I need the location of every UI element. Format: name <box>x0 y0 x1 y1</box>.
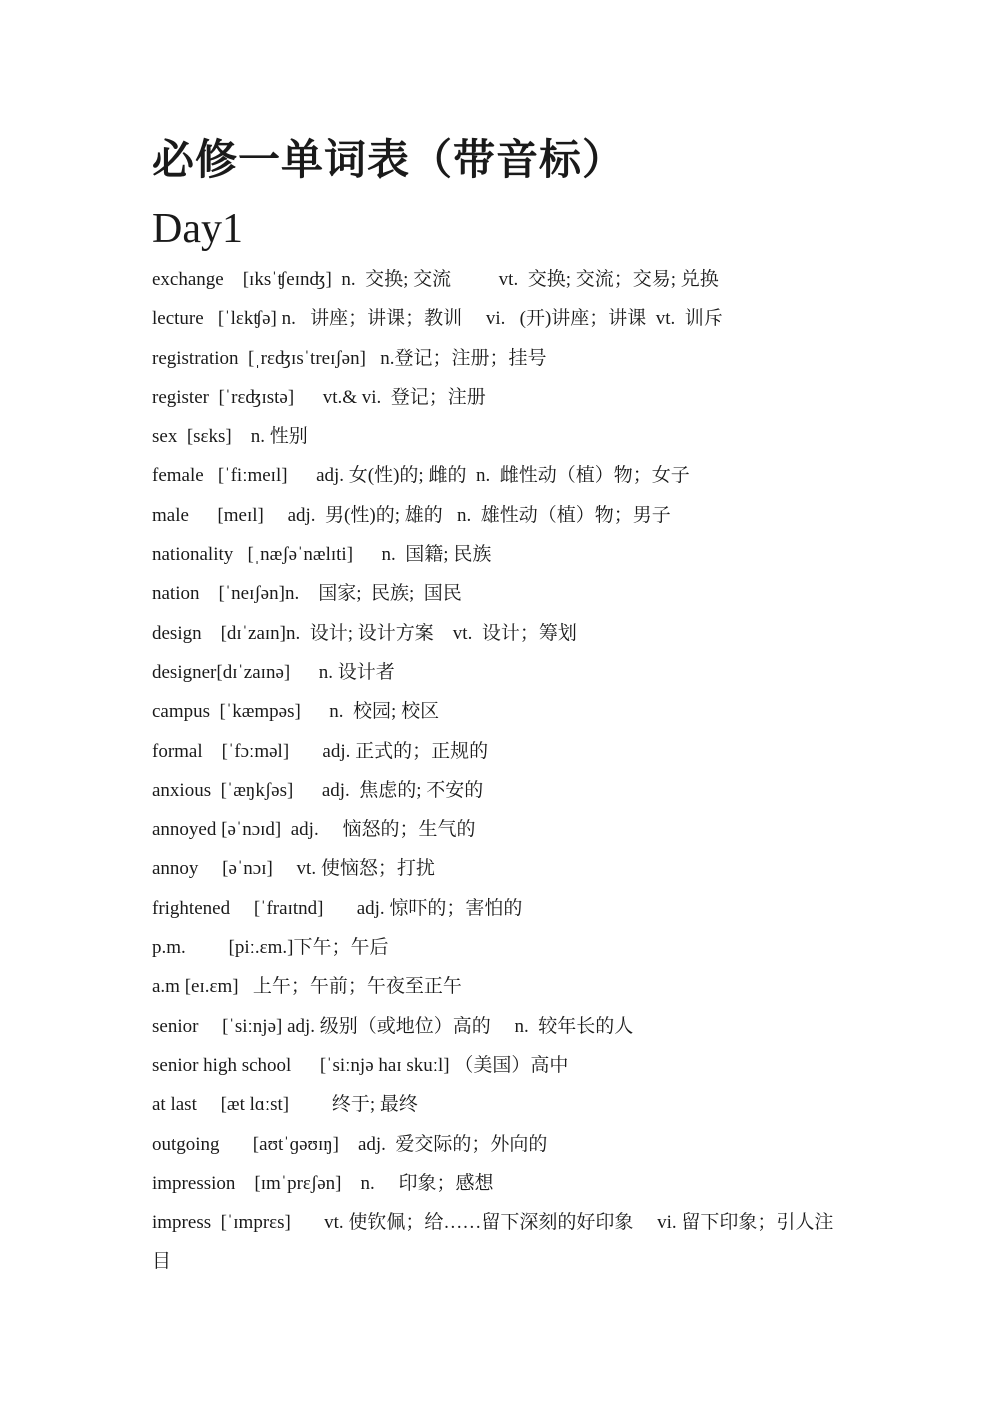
vocab-entry: exchange [ɪksˈʧeɪnʤ] n. 交换; 交流 vt. 交换; 交流；交易; 兑换 <box>152 269 719 290</box>
vocab-entry: nation [ˈneɪʃən]n. 国家; 民族; 国民 <box>152 583 462 605</box>
vocab-entry: outgoing [aʊtˈɡəʊɪŋ] adj. 爱交际的；外向的 <box>152 1133 548 1155</box>
vocab-entry: registration [ˌrɛʤɪsˈtreɪʃən] n.登记；注册；挂号 <box>152 347 547 369</box>
vocab-entry: anxious [ˈæŋkʃəs] adj. 焦虑的; 不安的 <box>152 779 484 801</box>
vocabulary-list <box>152 260 872 1282</box>
vocab-entry: a.m [eɪ.ɛm] 上午；午前；午夜至正午 <box>152 976 462 998</box>
vocab-entry: annoy [əˈnɔɪ] vt. 使恼怒；打扰 <box>152 858 435 880</box>
page-title: 必修一单词表（带音标） <box>152 135 626 184</box>
vocab-entry: design [dɪˈzaɪn]n. 设计; 设计方案 vt. 设计；筹划 <box>152 622 577 644</box>
vocab-entry: campus [ˈkæmpəs] n. 校园; 校区 <box>152 701 440 723</box>
vocab-entry: designer[dɪˈzaɪnə] n. 设计者 <box>152 661 395 683</box>
vocab-entry: male [meɪl] adj. 男(性)的; 雄的 n. 雄性动（植）物；男子 <box>152 504 671 526</box>
vocab-entry: sex [sɛks] n. 性别 <box>152 426 308 448</box>
vocab-entry: impress [ˈɪmprɛs] vt. 使钦佩；给……留下深刻的好印象 vi. 留下印象；引人注目 <box>152 1212 834 1273</box>
vocab-entry: nationality [ˌnæʃəˈnælɪti] n. 国籍; 民族 <box>152 544 492 566</box>
vocab-entry: frightened [ˈfraɪtnd] adj. 惊吓的；害怕的 <box>152 897 523 919</box>
vocab-entry: female [ˈfiːmeɪl] adj. 女(性)的; 雌的 n. 雌性动（植）物；女子 <box>152 465 690 487</box>
vocab-entry: formal [ˈfɔːməl] adj. 正式的；正规的 <box>152 740 489 762</box>
vocab-entry: register [ˈrɛʤɪstə] vt.& vi. 登记；注册 <box>152 386 486 408</box>
vocab-entry: impression [ɪmˈprɛʃən] n. 印象；感想 <box>152 1172 494 1194</box>
vocab-entry: senior high school [ˈsiːnjə haɪ skuːl] （美国）高中 <box>152 1054 569 1076</box>
day-heading: Day1 <box>152 206 243 252</box>
vocab-entry: p.m. [piː.ɛm.]下午；午后 <box>152 937 389 959</box>
vocab-entry: at last [æt lɑːst] 终于; 最终 <box>152 1094 418 1116</box>
document-page <box>152 130 872 1282</box>
vocab-entry: senior [ˈsiːnjə] adj. 级别（或地位）高的 n. 较年长的人 <box>152 1015 634 1037</box>
vocab-entry: annoyed [əˈnɔɪd] adj. 恼怒的；生气的 <box>152 819 476 841</box>
vocab-entry: lecture [ˈlɛkʧə] n. 讲座；讲课；教训 vi. (开)讲座；讲课 vt. 训斥 <box>152 308 723 330</box>
